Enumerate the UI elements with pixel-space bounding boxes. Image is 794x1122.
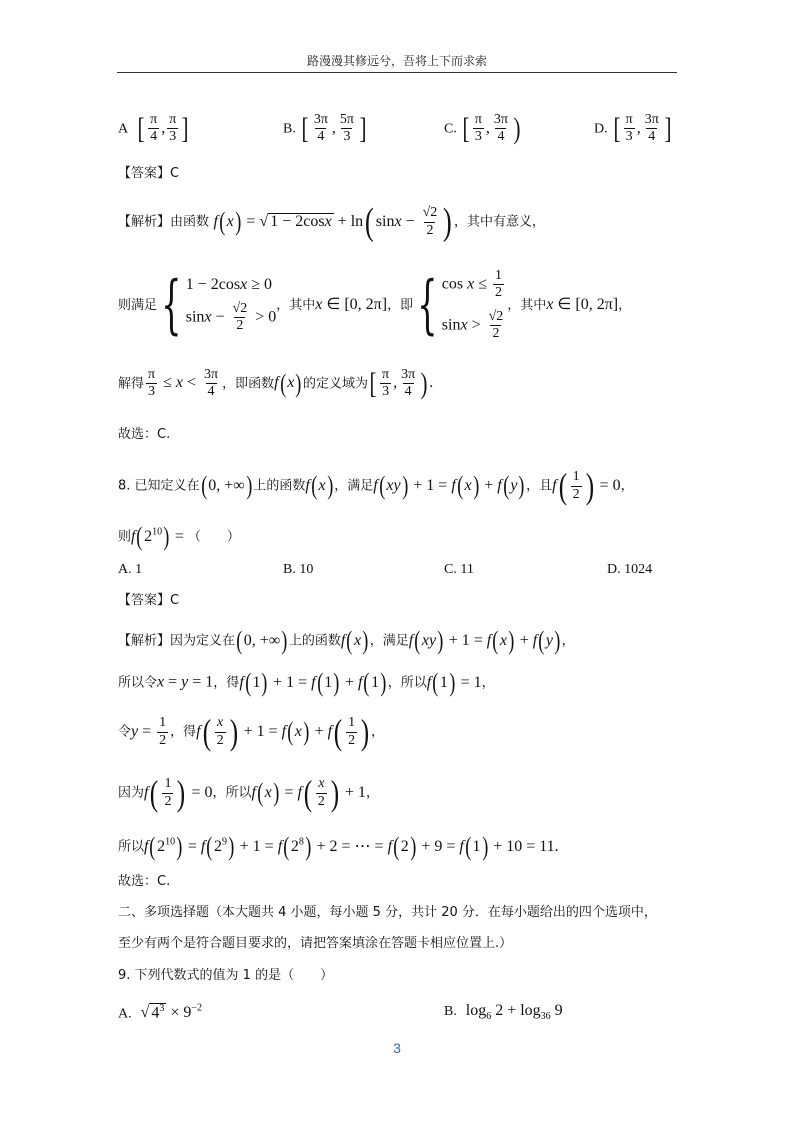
q8-analysis-line5: 所以$f(2^{10}) = f(2^9) + 1 = f(2^8) + 2$ = ⋯ = f(2) + 9 = f(1) + 10 = 11. [118, 832, 559, 861]
header-rule [117, 72, 677, 73]
q8-option-b: B. 10 [283, 562, 314, 577]
q7-conclusion: 故选：C. [118, 427, 171, 442]
q7-analysis-line3: 解得 $\frac{\pi}{3}$ ≤ x < $\frac{3\pi}{4}$ ，即函数f(x)的定义域为[ $\frac{\pi}{3}$ , $\frac{3\pi}{4}$ ). [118, 366, 434, 400]
q7-option-b: B. [ $\frac{3\pi}{4}$ , $\frac{5\pi}{3}$ ] [283, 111, 367, 145]
q7-option-d: D. [ $\frac{\pi}{3}$ , $\frac{3\pi}{4}$ ] [594, 111, 672, 145]
q8-stem-line1: 8. 已知定义在(0, +∞)上的函数f(x)，满足f(xy) + 1 = f(x) + f(y)，且f( $\frac{1}{2}$ ) = 0， [118, 466, 634, 506]
q8-conclusion: 故选：C. [118, 874, 171, 889]
q7-analysis-line2: 则满足{ 1 − 2cosx ≥ 0 sinx − $\frac{√2}{2}$ > 0 ，其中x ∈ [0, 2π]，即{ cos x ≤ $\frac{1}{2}$ sinx > $\frac{√2}{2}$ ，其中x ∈ [0, 2π]， [118, 268, 632, 343]
q7-answer: 【答案】C [118, 166, 180, 181]
q9-option-b: B. $\log_6 2 + \log_{36} 9$ [444, 1002, 563, 1023]
q8-stem-line2: 则$f(2^{10})$ = （ ） [118, 522, 240, 551]
q8-analysis-line3: 令y = $\frac{1}{2}$ ，得f( $\frac{x}{2}$ ) + 1 = f(x) + f( $\frac{1}{2}$ ) ， [118, 712, 385, 752]
q8-answer: 【答案】C [118, 593, 180, 608]
q7-option-a: A [ $\frac{\pi}{4}$ , $\frac{\pi}{3}$ ] [118, 111, 189, 145]
q7-analysis-line1: 【解析】由函数 f(x) = √ 1 − 2cosx + ln( sinx − $\frac{√2}{2}$ ) ，其中有意义， [118, 201, 545, 243]
q8-analysis-line4: 因为f( $\frac{1}{2}$ ) = 0，所以f(x) = f( $\frac{x}{2}$ ) + 1， [118, 773, 379, 813]
q7-option-c: C. [ $\frac{\pi}{3}$ , $\frac{3\pi}{4}$ ) [444, 111, 521, 145]
q8-analysis-line2: 所以令x = y = 1，得f(1) + 1 = f(1) + f(1)，所以f(1) = 1， [118, 668, 495, 697]
page-header: 路漫漫其修远兮，吾将上下而求索 [306, 54, 487, 68]
section2-heading-line2: 至少有两个是符合题目要求的，请把答案填涂在答题卡相应位置上.） [118, 936, 513, 951]
q8-analysis-line1: 【解析】因为定义在(0, +∞)上的函数f(x)，满足f(xy) + 1 = f(x) + f(y)， [118, 626, 575, 655]
page-number: 3 [393, 1040, 401, 1056]
q9-stem: 9. 下列代数式的值为 1 的是（ ） [118, 968, 334, 983]
section2-heading-line1: 二、多项选择题（本大题共 4 小题，每小题 5 分，共计 20 分．在每小题给出的四个选项中， [118, 905, 657, 920]
q9-option-a: A. √ $4^3 \times 9^{-2}$ [118, 1003, 202, 1022]
q8-option-c: C. 11 [444, 562, 474, 577]
q8-option-a: A. 1 [118, 562, 143, 577]
q8-option-d: D. 1024 [607, 562, 653, 577]
